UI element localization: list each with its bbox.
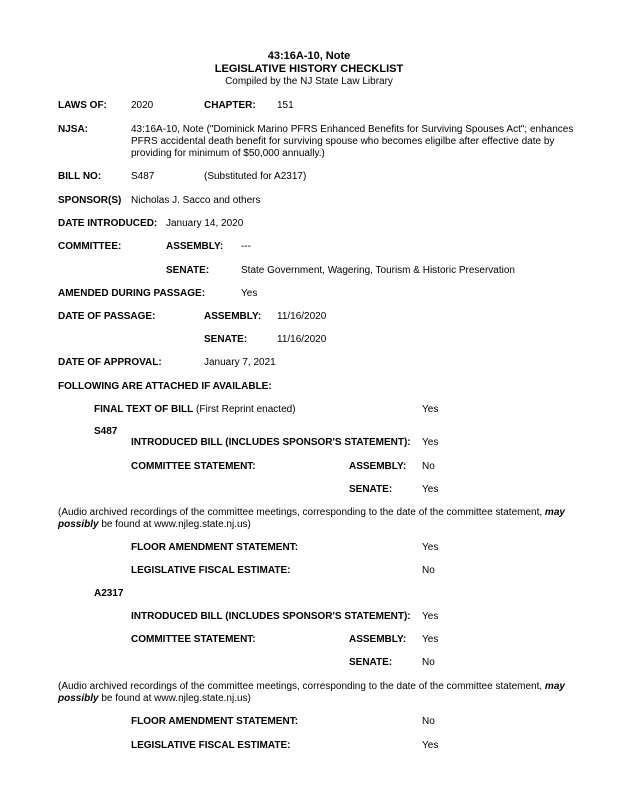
page-subtitle: LEGISLATIVE HISTORY CHECKLIST: [214, 63, 404, 75]
passage-senate-label: SENATE:: [204, 334, 248, 345]
a2317-floor-label: FLOOR AMENDMENT STATEMENT:: [131, 716, 299, 727]
a2317-audio-pre: (Audio archived recordings of the committee meetings, corresponding to the date of the committee statement,: [58, 681, 545, 692]
chapter-label: CHAPTER:: [204, 100, 256, 111]
attached-heading: FOLLOWING ARE ATTACHED IF AVAILABLE:: [58, 381, 272, 392]
substituted-for: (Substituted for A2317): [204, 171, 307, 182]
bill-no-value: S487: [131, 171, 155, 182]
s487-fiscal-label: LEGISLATIVE FISCAL ESTIMATE:: [131, 565, 291, 576]
a2317-audio-em: may possibly: [58, 681, 565, 704]
passage-assembly-label: ASSEMBLY:: [204, 311, 262, 322]
s487-senate-value: Yes: [422, 484, 439, 495]
sponsors-value: Nicholas J. Sacco and others: [131, 195, 261, 206]
committee-label: COMMITTEE:: [58, 241, 122, 252]
s487-audio-post: be found at www.njleg.state.nj.us): [98, 519, 251, 530]
njsa-value: 43:16A-10, Note ("Dominick Marino PFRS Enhanced Benefits for Surviving Spouses Act"; enhances PFRS accidental death benefit for surviving spouse who becomes eligilbe after effective date by providing for minimum of $50,000 annually.): [131, 124, 574, 159]
s487-introduced-value: Yes: [422, 437, 439, 448]
amended-value: Yes: [241, 288, 258, 299]
a2317-audio-post: be found at www.njleg.state.nj.us): [98, 693, 251, 704]
committee-assembly-value: ---: [241, 241, 251, 252]
laws-of-label: LAWS OF:: [58, 100, 107, 111]
a2317-senate-label: SENATE:: [349, 657, 393, 668]
approval-value: January 7, 2021: [204, 357, 276, 368]
a2317-committee-label: COMMITTEE STATEMENT:: [131, 634, 256, 645]
a2317-audio-note: [58, 681, 606, 705]
s487-assembly-value: No: [422, 461, 435, 472]
date-introduced-value: January 14, 2020: [166, 218, 244, 229]
committee-assembly-label: ASSEMBLY:: [166, 241, 224, 252]
s487-heading: S487: [94, 426, 118, 437]
s487-introduced-label: INTRODUCED BILL (INCLUDES SPONSOR'S STATEMENT):: [131, 437, 411, 448]
a2317-floor-value: No: [422, 716, 435, 727]
amended-label: AMENDED DURING PASSAGE:: [58, 288, 206, 299]
s487-audio-em: may possibly: [58, 507, 565, 530]
passage-label: DATE OF PASSAGE:: [58, 311, 156, 322]
passage-assembly-value: 11/16/2020: [277, 311, 327, 322]
committee-senate-label: SENATE:: [166, 265, 210, 276]
a2317-senate-value: No: [422, 657, 435, 668]
compiled-by: Compiled by the NJ State Law Library: [225, 76, 393, 87]
s487-audio-pre: (Audio archived recordings of the committee meetings, corresponding to the date of the committee statement,: [58, 507, 545, 518]
s487-floor-label: FLOOR AMENDMENT STATEMENT:: [131, 542, 299, 553]
a2317-heading: A2317: [94, 588, 124, 599]
a2317-assembly-value: Yes: [422, 634, 439, 645]
njsa-label: NJSA:: [58, 124, 89, 135]
final-text-row: [94, 404, 296, 416]
committee-senate-value: State Government, Wagering, Tourism & Historic Preservation: [241, 265, 515, 276]
s487-committee-label: COMMITTEE STATEMENT:: [131, 461, 256, 472]
a2317-assembly-label: ASSEMBLY:: [349, 634, 407, 645]
final-text-label: FINAL TEXT OF BILL: [94, 404, 194, 415]
final-text-value: Yes: [422, 404, 439, 415]
s487-fiscal-value: No: [422, 565, 435, 576]
sponsors-label: SPONSOR(S): [58, 195, 122, 206]
page-title: 43:16A-10, Note: [267, 50, 351, 62]
s487-audio-note: [58, 507, 606, 531]
final-text-note: (First Reprint enacted): [196, 404, 296, 415]
date-introduced-label: DATE INTRODUCED:: [58, 218, 158, 229]
a2317-fiscal-label: LEGISLATIVE FISCAL ESTIMATE:: [131, 740, 291, 751]
chapter-value: 151: [277, 100, 294, 111]
s487-assembly-label: ASSEMBLY:: [349, 461, 407, 472]
a2317-introduced-label: INTRODUCED BILL (INCLUDES SPONSOR'S STATEMENT):: [131, 611, 411, 622]
a2317-introduced-value: Yes: [422, 611, 439, 622]
laws-of-value: 2020: [131, 100, 154, 111]
bill-no-label: BILL NO:: [58, 171, 102, 182]
passage-senate-value: 11/16/2020: [277, 334, 327, 345]
approval-label: DATE OF APPROVAL:: [58, 357, 162, 368]
a2317-fiscal-value: Yes: [422, 740, 439, 751]
s487-senate-label: SENATE:: [349, 484, 393, 495]
s487-floor-value: Yes: [422, 542, 439, 553]
